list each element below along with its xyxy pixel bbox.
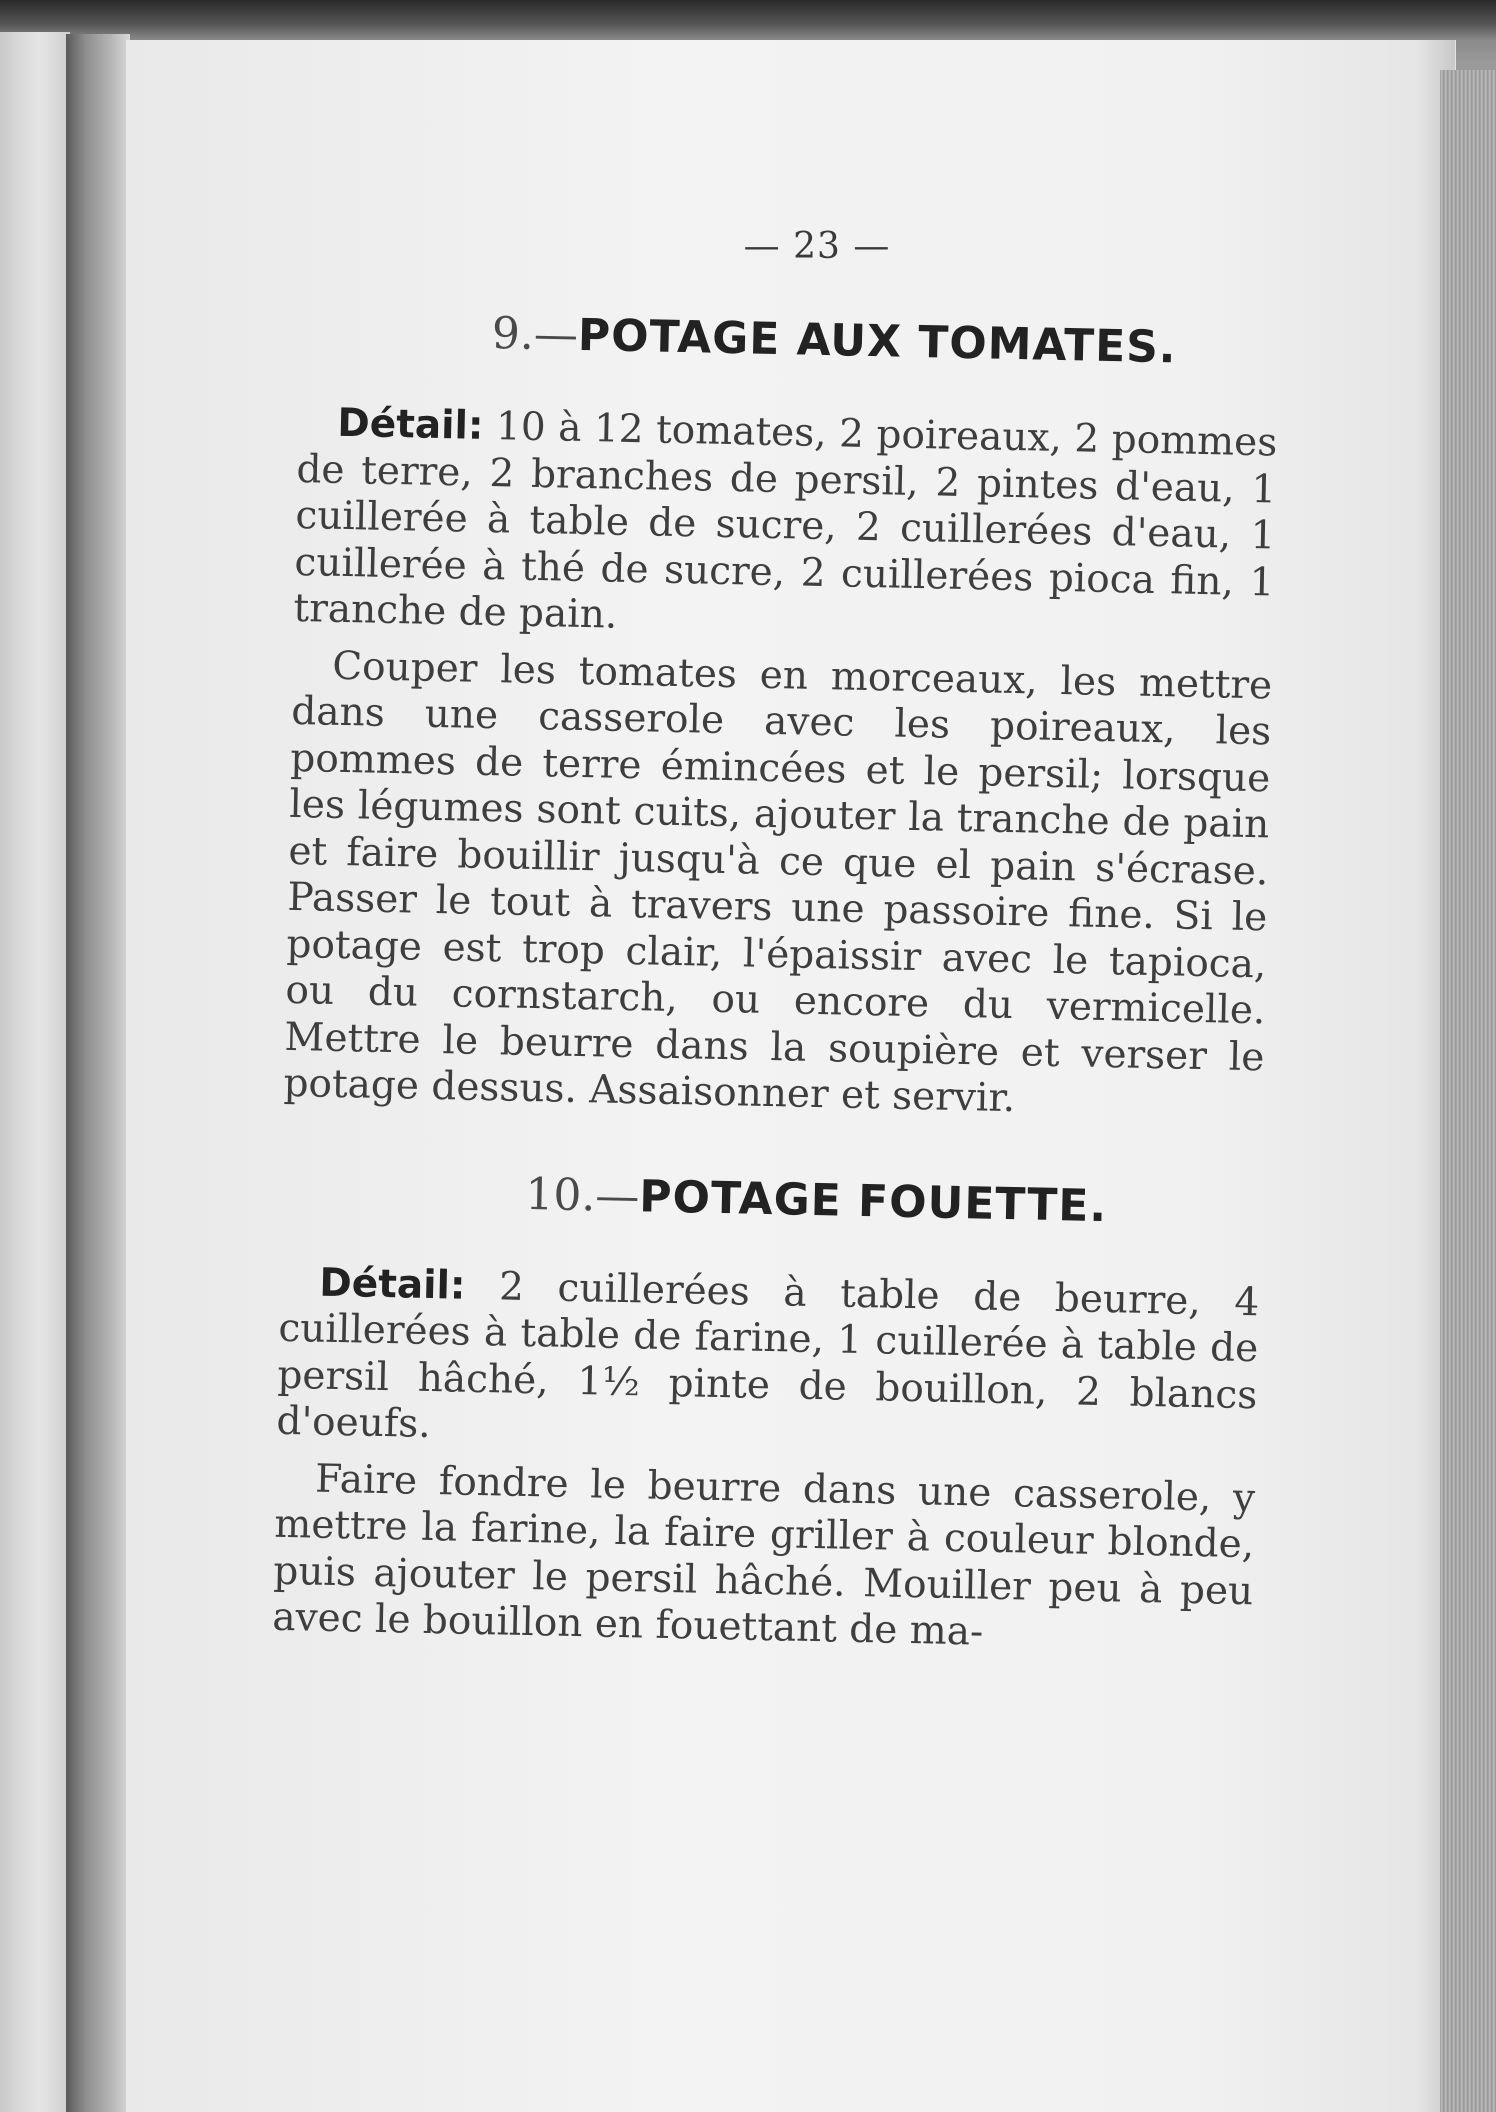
recipe-ingredients bbox=[293, 400, 1278, 653]
previous-page-edge bbox=[0, 32, 70, 2112]
detail-label: Détail: bbox=[318, 1260, 466, 1309]
detail-label: Détail: bbox=[336, 400, 484, 449]
recipe-ingredients bbox=[276, 1259, 1260, 1465]
page-content bbox=[272, 300, 1280, 1672]
ingredients-text: 2 cuillerées à table de beurre, 4 cuillerées à table de farine, 1 cuillerée à table de persil hâché, 1½ pinte de bouillon, 2 blancs d'oeufs. bbox=[276, 1263, 1260, 1447]
recipe-name: POTAGE AUX TOMATES. bbox=[577, 309, 1178, 374]
recipe-name: POTAGE FOUETTE. bbox=[638, 1170, 1108, 1232]
recipe-method: Faire fondre le beurre dans une casserole, y mettre la farine, la faire griller à couleur blonde, puis ajouter le persil hâché. Mouiller peu à peu avec le bouillon en fouettant de ma- bbox=[271, 1456, 1256, 1655]
recipe-title-10 bbox=[281, 1159, 1262, 1240]
ingredients-text: 10 à 12 tomates, 2 poireaux, 2 pommes de terre, 2 branches de persil, 2 pintes d'eau, 1 cuillerée à table de sucre, 2 cuillerées d'eau, 1 cuillerée à thé de sucre, 2 cuillerées pioca fin, 1 tranche de pain. bbox=[293, 403, 1278, 638]
recipe-number: 10.— bbox=[524, 1168, 640, 1222]
book-gutter bbox=[66, 34, 130, 2112]
scan-top-border bbox=[0, 0, 1496, 40]
recipe-number: 9.— bbox=[491, 308, 579, 361]
page-number: — 23 — bbox=[743, 226, 891, 267]
recipe-method: Couper les tomates en morceaux, les mettre dans une casserole avec les poireaux, les pommes de terre émincées et le persil; lorsque les légumes sont cuits, ajouter la tranche de pain et faire bouillir jusqu'à ce que el pain s'écrase. Passer le tout à travers une passoire fine. Si le potage est trop clair, l'épaissir avec le tapioca, ou du cornstarch, ou encore du vermicelle. Mettre le beurre dans la soupière et verser le potage dessus. Assaisonner et servir. bbox=[283, 643, 1273, 1122]
page-stack-edge bbox=[1440, 70, 1496, 2112]
